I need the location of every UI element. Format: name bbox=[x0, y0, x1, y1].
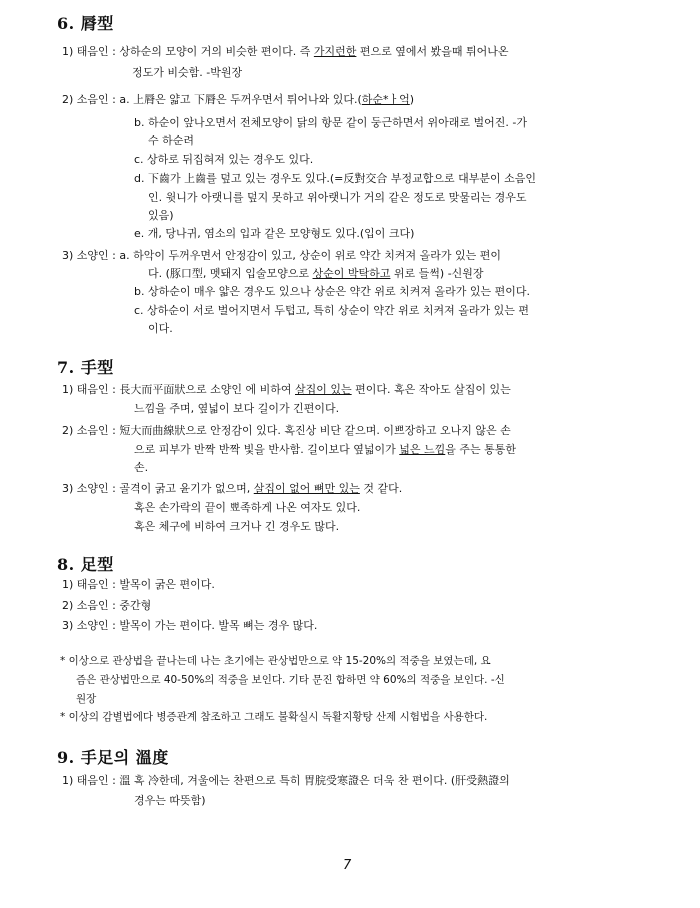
s7-item-2 bbox=[62, 424, 511, 438]
s9-item-1-text: 溫 혹 冷한데, 겨울에는 찬편으로 특히 胃脘受寒證은 더욱 찬 편이다. (肝受熱證의 bbox=[119, 774, 510, 787]
s6-item-2d-cont: 인. 윗니가 아랫니를 덮지 못하고 위아랫니가 거의 같은 정도로 맞물리는 경우도 bbox=[148, 191, 527, 204]
section-8-heading: 8. 足型 bbox=[57, 555, 114, 574]
s7-item-1-cont: 느낌을 주며, 옆넓이 보다 길이가 긴편이다. bbox=[134, 402, 340, 415]
s6-item-2d: d. 下齒가 上齒를 덮고 있는 경우도 있다.(=反對交合 부정교합으로 대부분이 소음인 bbox=[134, 172, 536, 185]
section-9-heading: 9. 手足의 溫度 bbox=[57, 748, 169, 767]
s7-item-2-cont2: 손. bbox=[134, 461, 149, 474]
s6-item-2d-cont2: 있음) bbox=[148, 209, 174, 222]
s6-item-2 bbox=[62, 93, 414, 107]
s6-item-3-underline: 상순이 박탁하고 bbox=[312, 267, 391, 280]
s7-item-3-cont: 혹은 손가락의 끝이 뾰족하게 나온 여자도 있다. bbox=[134, 501, 361, 514]
s7-item-2-cont-a: 으로 피부가 반짝 반짝 빛을 반사함. 길이보다 옆넓이가 bbox=[134, 443, 400, 456]
section-7-heading: 7. 手型 bbox=[57, 358, 114, 377]
s6-item-1-text-b: 편으로 옆에서 봤을때 튀어나온 bbox=[356, 45, 509, 58]
s6-item-1-cont: 정도가 비슷함. -박원장 bbox=[132, 66, 243, 79]
s6-item-2b-cont: 수 하순려 bbox=[148, 134, 195, 147]
s7-item-3-text-a: 골격이 굵고 윤기가 없으며, bbox=[119, 482, 254, 495]
s6-item-2-label: 2) 소음인 : bbox=[62, 93, 116, 106]
s8-item-2 bbox=[62, 599, 151, 613]
s6-item-3b: b. 상하순이 매우 얇은 경우도 있으나 상순은 약간 위로 치켜져 올라가 있는 편이다. bbox=[134, 285, 530, 298]
s8-item-2-text: 중간형 bbox=[119, 599, 152, 612]
s6-item-1-label: 1) 태음인 : bbox=[62, 45, 116, 58]
s7-item-1-label: 1) 태음인 : bbox=[62, 383, 116, 396]
note-1-cont2: 원장 bbox=[76, 693, 97, 705]
s6-item-3c: c. 상하순이 서로 벌어지면서 두텁고, 특히 상순이 약간 위로 치켜져 올라가 있는 편 bbox=[134, 304, 530, 317]
s7-item-2-text-a: 短大而曲線狀으로 안정감이 있다. 혹진상 비단 같으며. 이쁘장하고 오나지 않은 손 bbox=[119, 424, 511, 437]
s7-item-2-cont-b: 을 주는 통통한 bbox=[445, 443, 517, 456]
s6-item-3-label: 3) 소양인 : bbox=[62, 249, 116, 262]
s6-item-3-text-a: a. 하악이 두꺼우면서 안정감이 있고, 상순이 위로 약간 치켜져 올라가 있는 편이 bbox=[119, 249, 501, 262]
s6-item-3 bbox=[62, 249, 501, 263]
s6-item-3-cont-b: 위로 들썩) -신원장 bbox=[390, 267, 484, 280]
s8-item-1-text: 발목이 굵은 편이다. bbox=[119, 578, 215, 591]
s6-item-2-text-a: a. 上脣은 얇고 下脣은 두꺼우면서 튀어나와 있다.( bbox=[119, 93, 362, 106]
note-1: * 이상으로 관상법을 끝나는데 나는 초기에는 관상법만으로 약 15-20%의 적중을 보였는데, 요 bbox=[60, 655, 491, 667]
page-number: 7 bbox=[343, 858, 352, 873]
s7-item-3 bbox=[62, 482, 402, 496]
s8-item-3 bbox=[62, 619, 317, 633]
s9-item-1-cont: 경우는 따뜻함) bbox=[134, 794, 206, 807]
note-1-cont: 즘은 관상법만으로 40-50%의 적중을 보인다. 기타 문진 합하면 약 60%의 적중을 보인다. -신 bbox=[76, 674, 505, 686]
note-2: * 이상의 감별법에다 병증관계 참조하고 그래도 불확실시 독활지황탕 산제 시험법을 사용한다. bbox=[60, 711, 488, 723]
s8-item-1 bbox=[62, 578, 215, 592]
s6-item-2-text-b: ) bbox=[409, 93, 415, 106]
s6-item-2c: c. 상하로 뒤집혀져 있는 경우도 있다. bbox=[134, 153, 314, 166]
s7-item-1-text-b: 편이다. 혹은 작아도 살집이 있는 bbox=[351, 383, 511, 396]
s6-item-3c-cont: 이다. bbox=[148, 322, 173, 335]
s7-item-3-underline: 살집이 없어 뼈만 있는 bbox=[253, 482, 360, 495]
s6-item-2e: e. 개, 당나귀, 염소의 입과 같은 모양형도 있다.(입이 크다) bbox=[134, 227, 415, 240]
section-6-heading: 6. 脣型 bbox=[57, 14, 114, 33]
s7-item-2-underline: 넓은 느낌 bbox=[399, 443, 446, 456]
s9-item-1-label: 1) 태음인 : bbox=[62, 774, 116, 787]
s8-item-3-label: 3) 소양인 : bbox=[62, 619, 116, 632]
s7-item-1-text-a: 長大而平面狀으로 소양인 에 비하여 bbox=[119, 383, 295, 396]
s8-item-2-label: 2) 소음인 : bbox=[62, 599, 116, 612]
s6-item-1 bbox=[62, 45, 509, 59]
s9-item-1 bbox=[62, 774, 510, 788]
s6-item-1-underline: 가지런한 bbox=[313, 45, 357, 58]
s6-item-1-text-a: 상하순의 모양이 거의 비슷한 편이다. 즉 bbox=[119, 45, 314, 58]
s7-item-3-cont2: 혹은 체구에 비하여 크거나 긴 경우도 많다. bbox=[134, 520, 340, 533]
s7-item-3-text-b: 것 같다. bbox=[359, 482, 403, 495]
s8-item-1-label: 1) 태음인 : bbox=[62, 578, 116, 591]
s6-item-2-underline: 하순*ㅏ억 bbox=[361, 93, 410, 106]
s6-item-3-cont-a: 다. (豚口型, 멧돼지 입술모양으로 bbox=[148, 267, 313, 280]
s6-item-2b: b. 하순이 앞나오면서 전체모양이 닭의 항문 같이 둥근하면서 위아래로 벌어진. -가 bbox=[134, 116, 527, 129]
s7-item-3-label: 3) 소양인 : bbox=[62, 482, 116, 495]
s7-item-2-cont bbox=[134, 443, 516, 457]
s7-item-1-underline: 살집이 있는 bbox=[295, 383, 352, 396]
s8-item-3-text: 발목이 가는 편이다. 발목 뼈는 경우 많다. bbox=[119, 619, 318, 632]
s7-item-1 bbox=[62, 383, 511, 397]
s7-item-2-label: 2) 소음인 : bbox=[62, 424, 116, 437]
s6-item-3-cont bbox=[148, 267, 484, 281]
